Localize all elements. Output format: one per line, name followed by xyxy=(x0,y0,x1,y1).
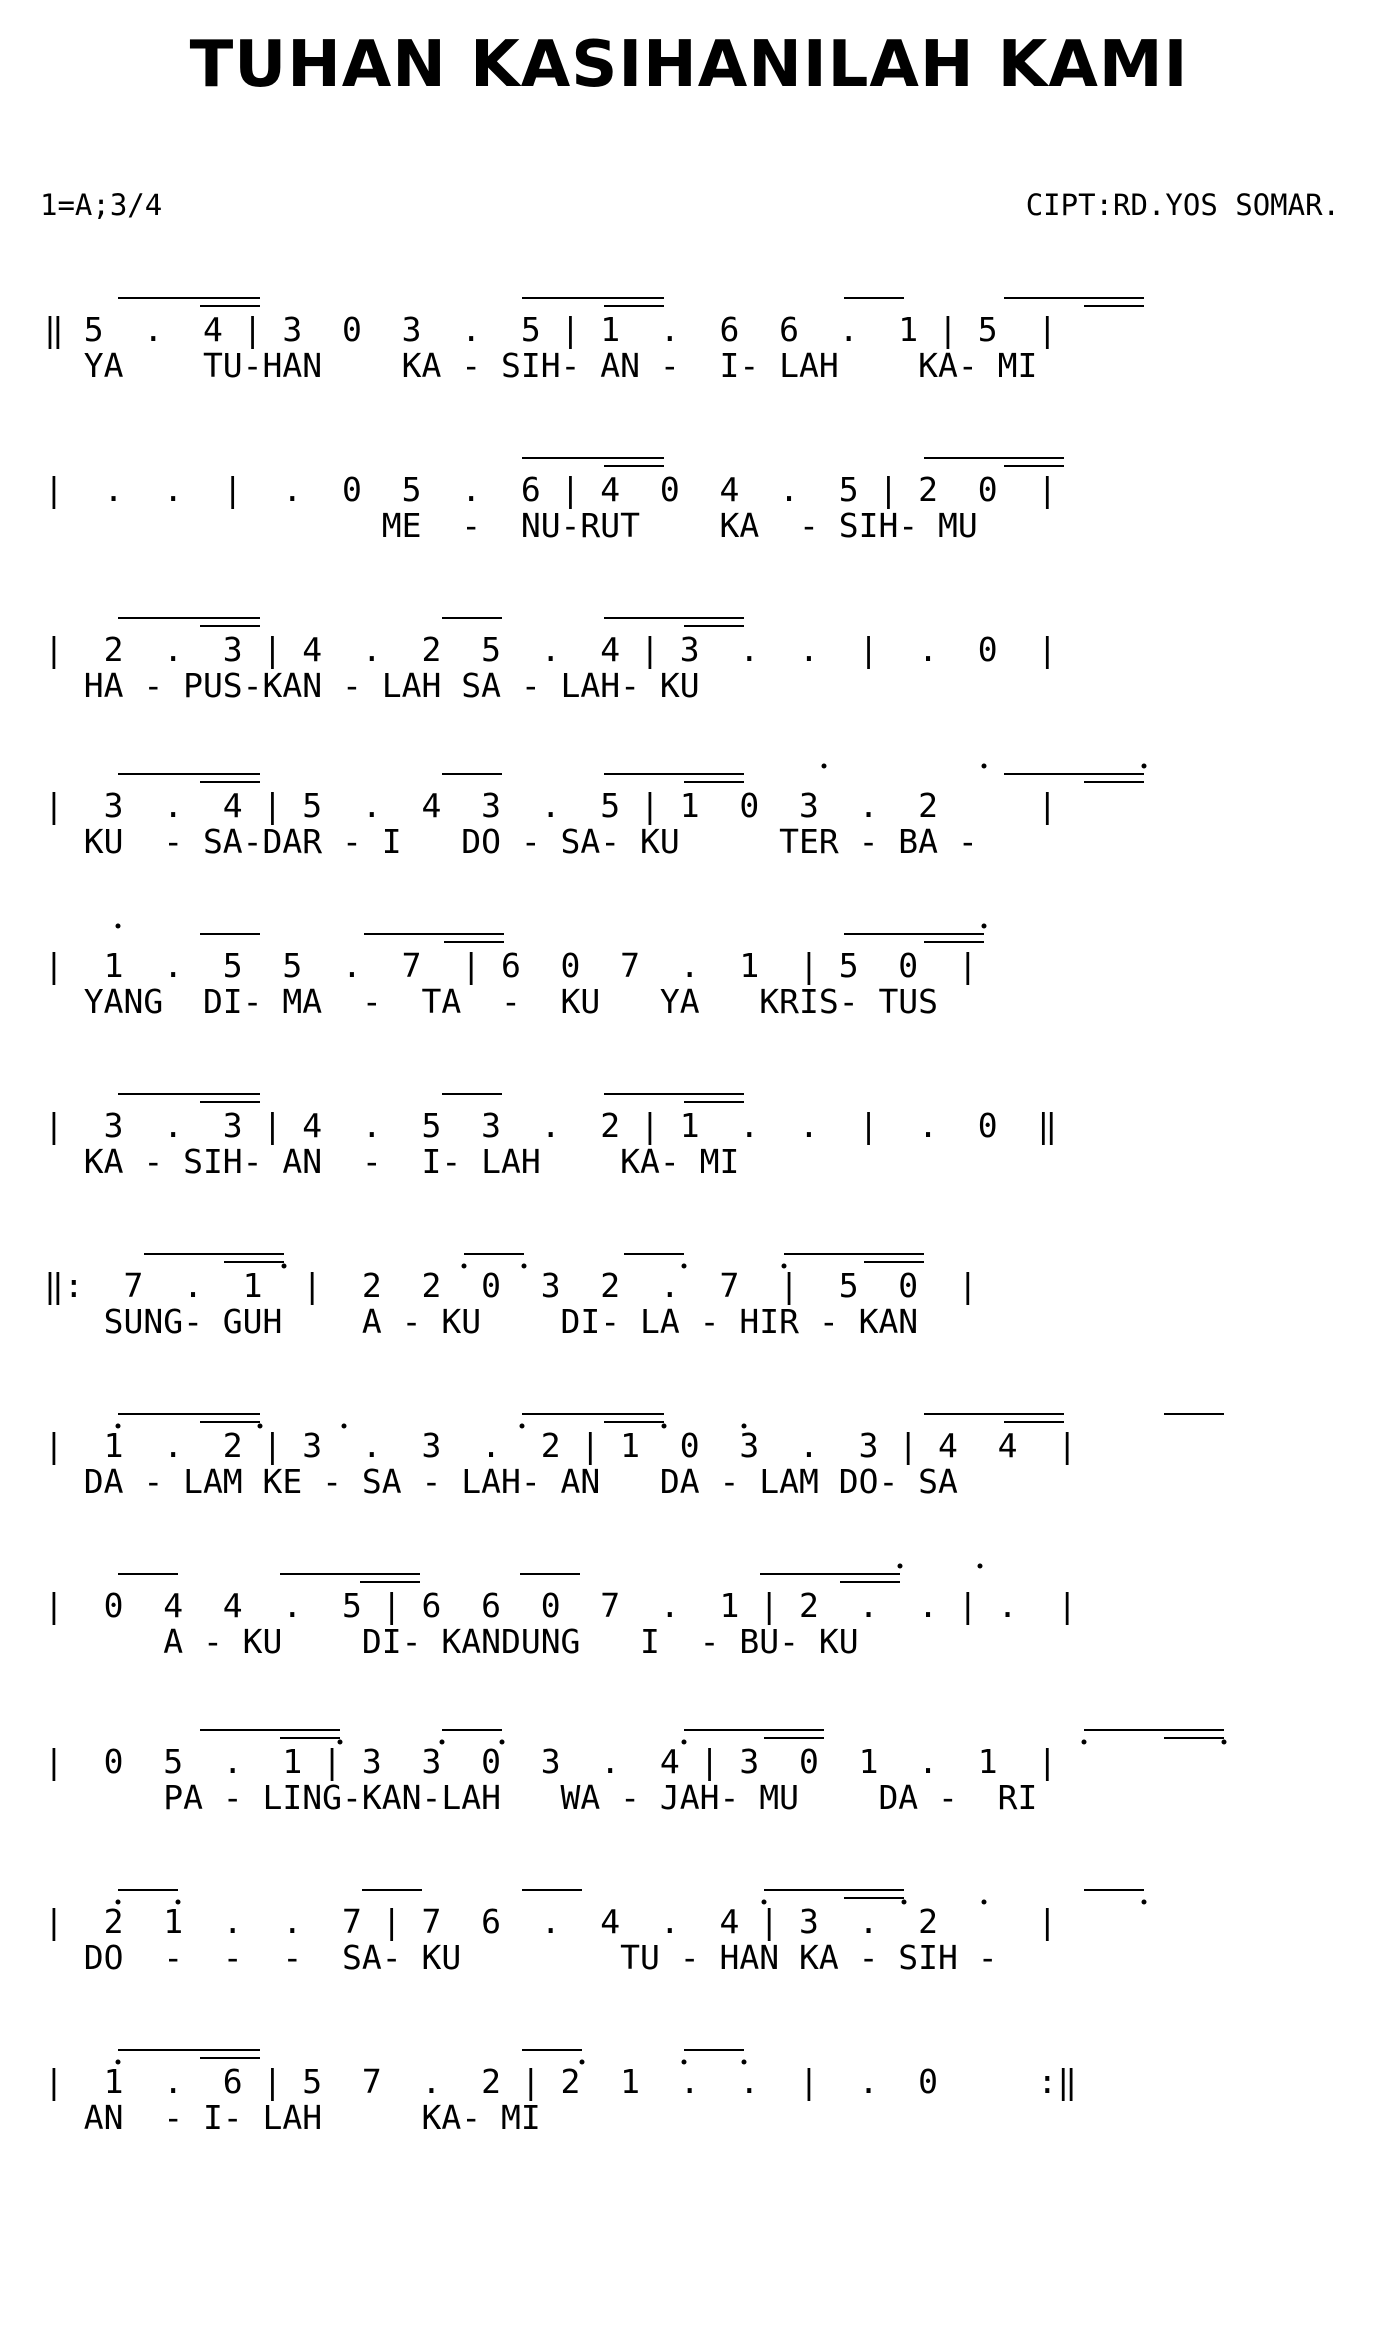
note-line: | 0 4 4 . 5 | 6 6 0 7 . 1 | 2 . . | . | xyxy=(44,1586,1078,1625)
lyric-line: YANG DI- MA - TA - KU YA KRIS- TUS xyxy=(44,982,939,1021)
lyric-line: PA - LING-KAN-LAH WA - JAH- MU DA - RI xyxy=(44,1778,1038,1817)
score-system-5 xyxy=(44,920,1344,1040)
score-system-1 xyxy=(44,284,1344,404)
note-line: | . . | . 0 5 . 6 | 4 0 4 . 5 | 2 0 | xyxy=(44,470,1058,509)
note-line: ‖ 5 . 4 | 3 0 3 . 5 | 1 . 6 6 . 1 | 5 | xyxy=(44,310,1058,349)
note-line: | 3 . 4 | 5 . 4 3 . 5 | 1 0 3 . 2 | xyxy=(44,786,1058,825)
lyric-line: A - KU DI- KANDUNG I - BU- KU xyxy=(44,1622,859,1661)
score-system-8 xyxy=(44,1400,1344,1520)
note-line: | 3 . 3 | 4 . 5 3 . 2 | 1 . . | . 0 ‖ xyxy=(44,1106,1058,1145)
composer-credit: CIPT:RD.YOS SOMAR. xyxy=(1025,188,1340,222)
lyric-line: HA - PUS-KAN - LAH SA - LAH- KU xyxy=(44,666,700,705)
score-system-4 xyxy=(44,760,1344,880)
note-line: | 0 5 . 1 | 3 3 0 3 . 4 | 3 0 1 . 1 | xyxy=(44,1742,1058,1781)
score-system-7 xyxy=(44,1240,1344,1360)
score-system-9 xyxy=(44,1560,1344,1680)
note-line: | 2 1 . . 7 | 7 6 . 4 . 4 | 3 . 2 | xyxy=(44,1902,1058,1941)
lyric-line: YA TU-HAN KA - SIH- AN - I- LAH KA- MI xyxy=(44,346,1038,385)
lyric-line: SUNG- GUH A - KU DI- LA - HIR - KAN xyxy=(44,1302,919,1341)
note-line: ‖: 7 . 1 | 2 2 0 3 2 . 7 | 5 0 | xyxy=(44,1266,978,1305)
score-system-6 xyxy=(44,1080,1344,1200)
score-system-10 xyxy=(44,1716,1344,1836)
lyric-line: AN - I- LAH KA- MI xyxy=(44,2098,541,2137)
note-line: | 1 . 2 | 3 . 3 . 2 | 1 0 3 . 3 | 4 4 | xyxy=(44,1426,1078,1465)
score-system-11 xyxy=(44,1876,1344,1996)
note-line: | 1 . 5 5 . 7 | 6 0 7 . 1 | 5 0 | xyxy=(44,946,978,985)
note-line: | 2 . 3 | 4 . 2 5 . 4 | 3 . . | . 0 | xyxy=(44,630,1058,669)
lyric-line: DO - - - SA- KU TU - HAN KA - SIH - xyxy=(44,1938,998,1977)
song-title: TUHAN KASIHANILAH KAMI xyxy=(189,28,1189,102)
note-line: | 1 . 6 | 5 7 . 2 | 2 1 . . | . 0 :‖ xyxy=(44,2062,1078,2101)
score-system-12 xyxy=(44,2036,1344,2156)
lyric-line: DA - LAM KE - SA - LAH- AN DA - LAM DO- SA xyxy=(44,1462,958,1501)
lyric-line: KA - SIH- AN - I- LAH KA- MI xyxy=(44,1142,740,1181)
lyric-line: KU - SA-DAR - I DO - SA- KU TER - BA - xyxy=(44,822,978,861)
key-signature: 1=A;3/4 xyxy=(40,188,163,222)
score-system-2 xyxy=(44,444,1344,564)
lyric-line: ME - NU-RUT KA - SIH- MU xyxy=(44,506,978,545)
score-system-3 xyxy=(44,604,1344,724)
